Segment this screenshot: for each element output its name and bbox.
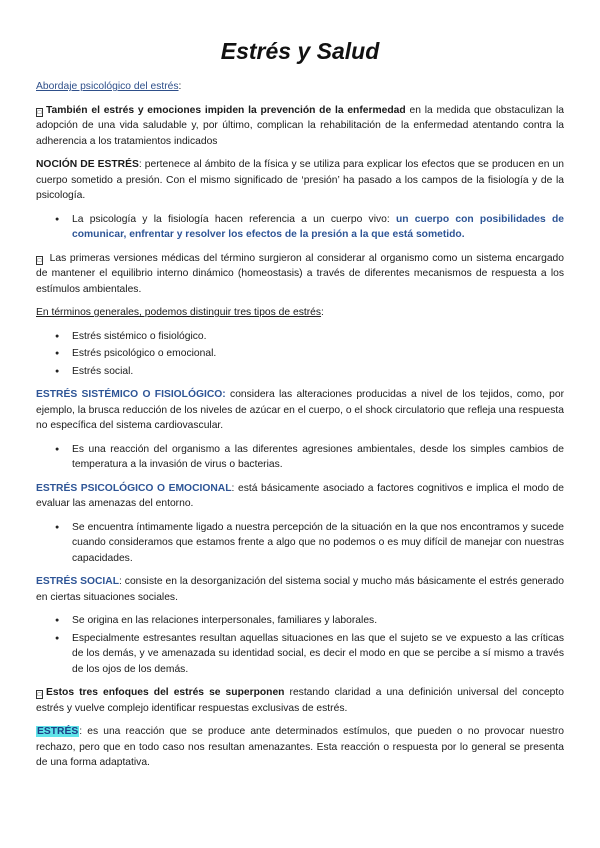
psicologico-bullet-list <box>36 520 564 567</box>
definicion-estres-text: : es una reacción que se produce ante determinados estímulos, que pueden o no provocar nuestro rechazo, pero que en todo caso nos resultan amenazantes. Esta reacción o respuesta por lo general se presenta de una forma adaptativa. <box>36 726 564 768</box>
list-item: ● Se encuentra íntimamente ligado a nuestra percepción de la situación en la que nos encontramos y sucede cuando consideramos que estamos frente a algo que no podemos o es muy difícil de manejar con nuestras capacidades. <box>72 520 564 567</box>
list-item: ● Estrés sistémico o fisiológico. <box>72 329 564 345</box>
social-heading: ESTRÉS SOCIAL <box>36 576 120 587</box>
abordaje-heading-colon: : <box>178 81 182 92</box>
tipos-colon: : <box>321 307 324 318</box>
psicologico-text: : está básicamente asociado a factores cognitivos e implica el modo de evaluar las amenazas del entorno. <box>36 482 564 509</box>
paragraph-sistemico <box>36 387 564 434</box>
bullet-plain-text: La psicología y la fisiología hacen referencia a un cuerpo vivo: <box>72 213 396 225</box>
psicologico-heading: ESTRÉS PSICOLÓGICO O EMOCIONAL <box>36 482 232 494</box>
bullet-blue-text: un cuerpo con posibilidades de comunicar, enfrentar y resolver los efectos de la presión a la que está sometido. <box>72 213 564 240</box>
tipos-underlined: En términos generales, podemos distinguir tres tipos de estrés <box>36 307 322 318</box>
list-item: ● Estrés psicológico o emocional. <box>72 346 564 362</box>
prevencion-rest: en la medida que obstaculizan la adopción de una vida saludable y, por último, complican la rehabilitación de la enfermedad atentando contra la adherencia a los tratamientos indicados <box>36 104 564 147</box>
page-title: Estrés y Salud <box>220 38 380 64</box>
social-text: : consiste en la desorganización del sistema social y mucho más básicamente el estrés generado en ciertas situaciones sociales. <box>36 576 564 603</box>
prevencion-bold: También el estrés y emociones impiden la prevención de la enfermedad <box>46 104 406 116</box>
checkbox-marker-icon: □ <box>37 109 42 116</box>
sistemico-text: considera las alteraciones producidas a nivel de los tejidos, como, por ejemplo, la brusca reducción de los niveles de azúcar en el cuerpo, o el shock circulatorio que refleja una respuesta no específica del sistema cardiovascular. <box>36 389 564 431</box>
list-item: ● Estrés social. <box>72 364 564 380</box>
types-list <box>36 329 564 380</box>
section-heading-abordaje <box>36 79 564 95</box>
paragraph-superponen <box>36 685 564 716</box>
nocion-heading: NOCIÓN DE ESTRÉS <box>36 159 139 170</box>
list-item: ● Se origina en las relaciones interpersonales, familiares y laborales. <box>72 613 564 629</box>
paragraph-psicologico <box>36 481 564 512</box>
paragraph-definicion-estres <box>36 724 564 771</box>
paragraph-nocion <box>36 157 564 204</box>
paragraph-versiones-medicas <box>36 251 564 298</box>
checkbox-marker-icon: □ <box>37 257 42 264</box>
estres-highlight: ESTRÉS <box>37 726 79 737</box>
nocion-bullet-list <box>36 212 564 243</box>
sistemico-bullet-list <box>36 442 564 473</box>
paragraph-tipos <box>36 305 564 321</box>
paragraph-prevencion <box>36 103 564 150</box>
paragraph-social <box>36 574 564 605</box>
versiones-medicas-text: Las primeras versiones médicas del término surgieron al considerar al organismo como un sistema encargado de mantener el equilibrio interno dinámico (homeostasis) a través de diferentes mecanismos de respuesta a los estímulos ambientales. <box>36 252 564 295</box>
sistemico-heading: ESTRÉS SISTÉMICO O FISIOLÓGICO: <box>36 389 226 400</box>
superponen-rest: restando claridad a una definición universal del concepto estrés y vuelve complejo identificar respuestas exclusivas de estrés. <box>36 687 565 714</box>
list-item <box>72 212 564 243</box>
nocion-rest: : pertenece al ámbito de la física y se utiliza para explicar los efectos que se producen en un cuerpo sometido a presión. Con el mismo significado de ‘presión’ ha pasado a los campos de la fisiología y de la psicología. <box>36 159 564 201</box>
list-item: ● Especialmente estresantes resultan aquellas situaciones en las que el sujeto se ve expuesto a las críticas de los demás, y ve amenazada su identidad social, es decir el modo en que se percibe a sí mismo a través de los ojos de los demás. <box>72 631 564 678</box>
checkbox-marker-icon: □ <box>37 692 42 698</box>
abordaje-heading-text: Abordaje psicológico del estrés <box>36 81 179 92</box>
list-item: ● Es una reacción del organismo a las diferentes agresiones ambientales, desde los simples cambios de temperatura a la invasión de virus o bacterias. <box>72 442 564 473</box>
superponen-bold: Estos tres enfoques del estrés se superponen <box>46 687 285 698</box>
social-bullet-list <box>36 613 564 677</box>
